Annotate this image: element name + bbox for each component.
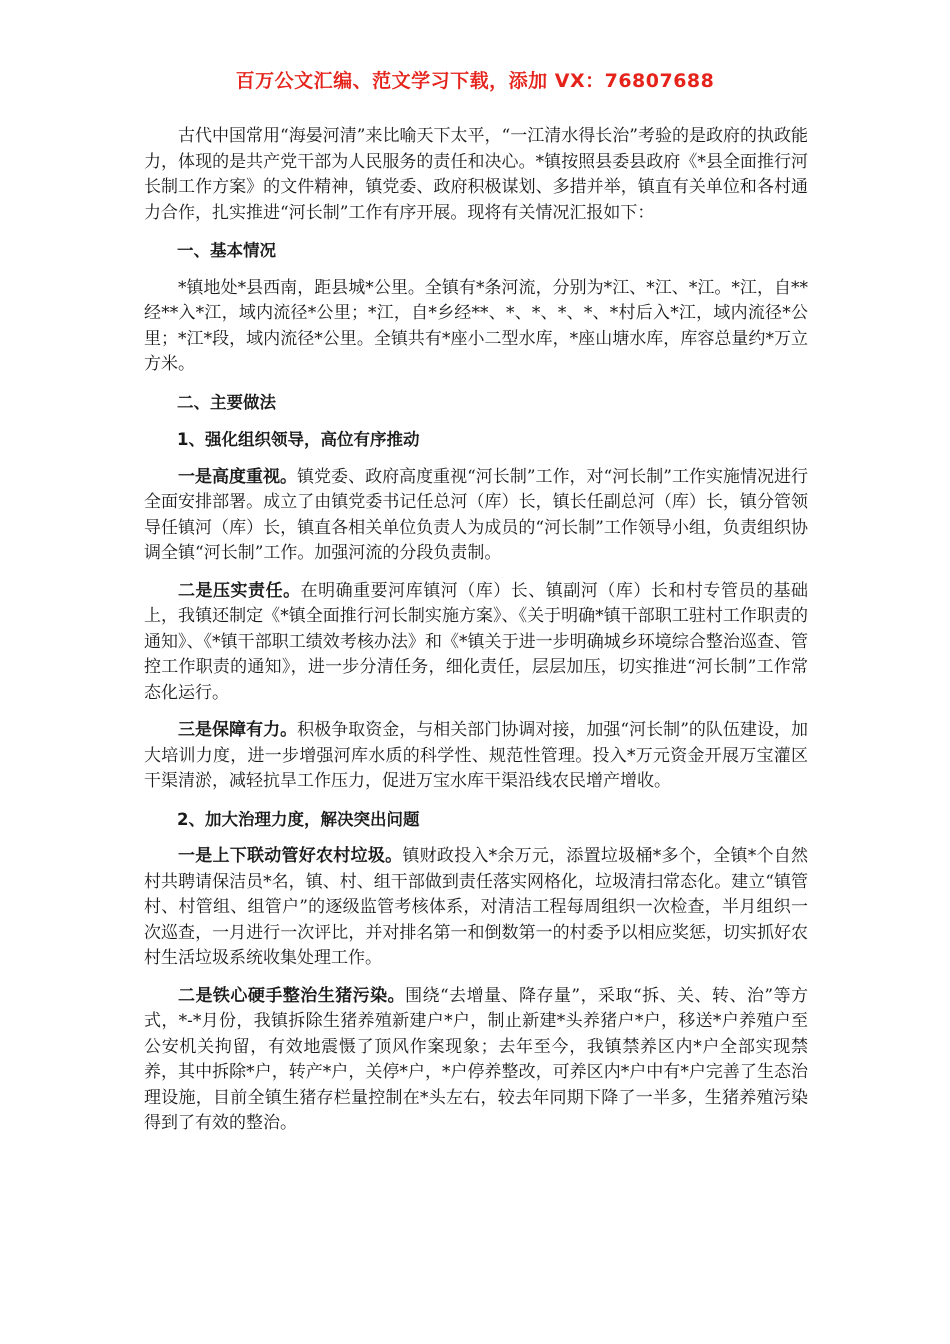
subsection-2-heading: 2、加大治理力度，解决突出问题 — [177, 809, 420, 829]
section-1-paragraph: *镇地处*县西南，距县城*公里。全镇有*条河流，分别为*江、*江、*江。*江，自**经**入*江，域内流径*公里；*江，自*乡经**、*、*、*、*、*村后入*江，域内流径*公里；*江*段，域内流径*公里。全镇共有*座小二型水库，*座山塘水库，库容总量约*万立方米。 — [144, 277, 808, 374]
item-lead: 二是铁心硬手整治生猪污染。 — [178, 985, 406, 1006]
section-1-heading: 一、基本情况 — [177, 241, 276, 260]
item-text: 围绕“去增量、降存量”，采取“拆、关、转、治”等方式，*-*月份，我镇拆除生猪养殖新建户*户，制止新建*头养猪户*户，移送*户养殖户至公安机关拘留，有效地震慑了顶风作案现象；去年至今，我镇禁养区内*户全部实现禁养，其中拆除*户，转产*户，关停*户，*户停养整改，可养区内*户中有*户完善了生态治理设施，目前全镇生猪存栏量控制在*头左右，较去年同期下降了一半多，生猪养殖污染得到了有效的整治。 — [144, 985, 809, 1133]
item-text: 镇党委、政府高度重视“河长制”工作，对“河长制”工作实施情况进行全面安排部署。成立了由镇党委书记任总河（库）长，镇长任副总河（库）长，镇分管领导任镇河（库）长，镇直各相关单位负责人为成员的“河长制”工作领导小组，负责组织协调全镇“河长制”工作。加强河流的分段负责制。 — [144, 466, 809, 563]
section-2-heading: 二、主要做法 — [177, 392, 276, 412]
item-guarantee — [144, 718, 808, 795]
item-lead: 一是高度重视。 — [178, 466, 298, 487]
item-lead: 一是上下联动管好农村垃圾。 — [178, 846, 403, 866]
item-responsibility — [144, 579, 808, 707]
promo-banner: 百万公文汇编、范文学习下载，添加 VX：76807688 — [235, 70, 715, 92]
item-text: 镇财政投入*余万元，添置垃圾桶*多个，全镇*个自然村共聘请保洁员*名，镇、村、组干部做到责任落实网格化，垃圾清扫常态化。建立“镇管村、村管组、组管户”的逐级监管考核体系，对清洁工程每周组织一次检查，半月组织一次巡查，一月进行一次评比，并对排名第一和倒数第一的村委予以相应奖惩，切实抓好农村生活垃圾系统收集处理工作。 — [144, 846, 809, 968]
subsection-1-heading: 1、强化组织领导，高位有序推动 — [177, 430, 420, 449]
item-lead: 三是保障有力。 — [178, 720, 298, 740]
intro-paragraph: 古代中国常用“海晏河清”来比喻天下太平，“一江清水得长治”考验的是政府的执政能力，体现的是共产党干部为人民服务的责任和决心。*镇按照县委县政府《*县全面推行河长制工作方案》的文件精神，镇党委、政府积极谋划、多措并举，镇直有关单位和各村通力合作，扎实推进“河长制”工作有序开展。现将有关情况汇报如下： — [144, 126, 808, 223]
item-text: 在明确重要河库镇河（库）长、镇副河（库）长和村专管员的基础上，我镇还制定《*镇全面推行河长制实施方案》、《关于明确*镇干部职工驻村工作职责的通知》、《*镇干部职工绩效考核办法》和《*镇关于进一步明确城乡环境综合整治巡查、管控工作职责的通知》，进一步分清任务，细化责任，层层加压，切实推进“河长制”工作常态化运行。 — [144, 580, 809, 703]
item-pig-pollution — [144, 984, 808, 1137]
item-rural-garbage — [144, 844, 808, 972]
item-text: 积极争取资金，与相关部门协调对接，加强“河长制”的队伍建设，加大培训力度，进一步增强河库水质的科学性、规范性管理。投入*万元资金开展万宝灌区干渠清淤，减轻抗旱工作压力，促进万宝水库干渠沿线农民增产增收。 — [144, 720, 808, 791]
document-body — [144, 124, 808, 1149]
item-high-attention — [144, 465, 808, 567]
item-lead: 二是压实责任。 — [178, 580, 301, 601]
